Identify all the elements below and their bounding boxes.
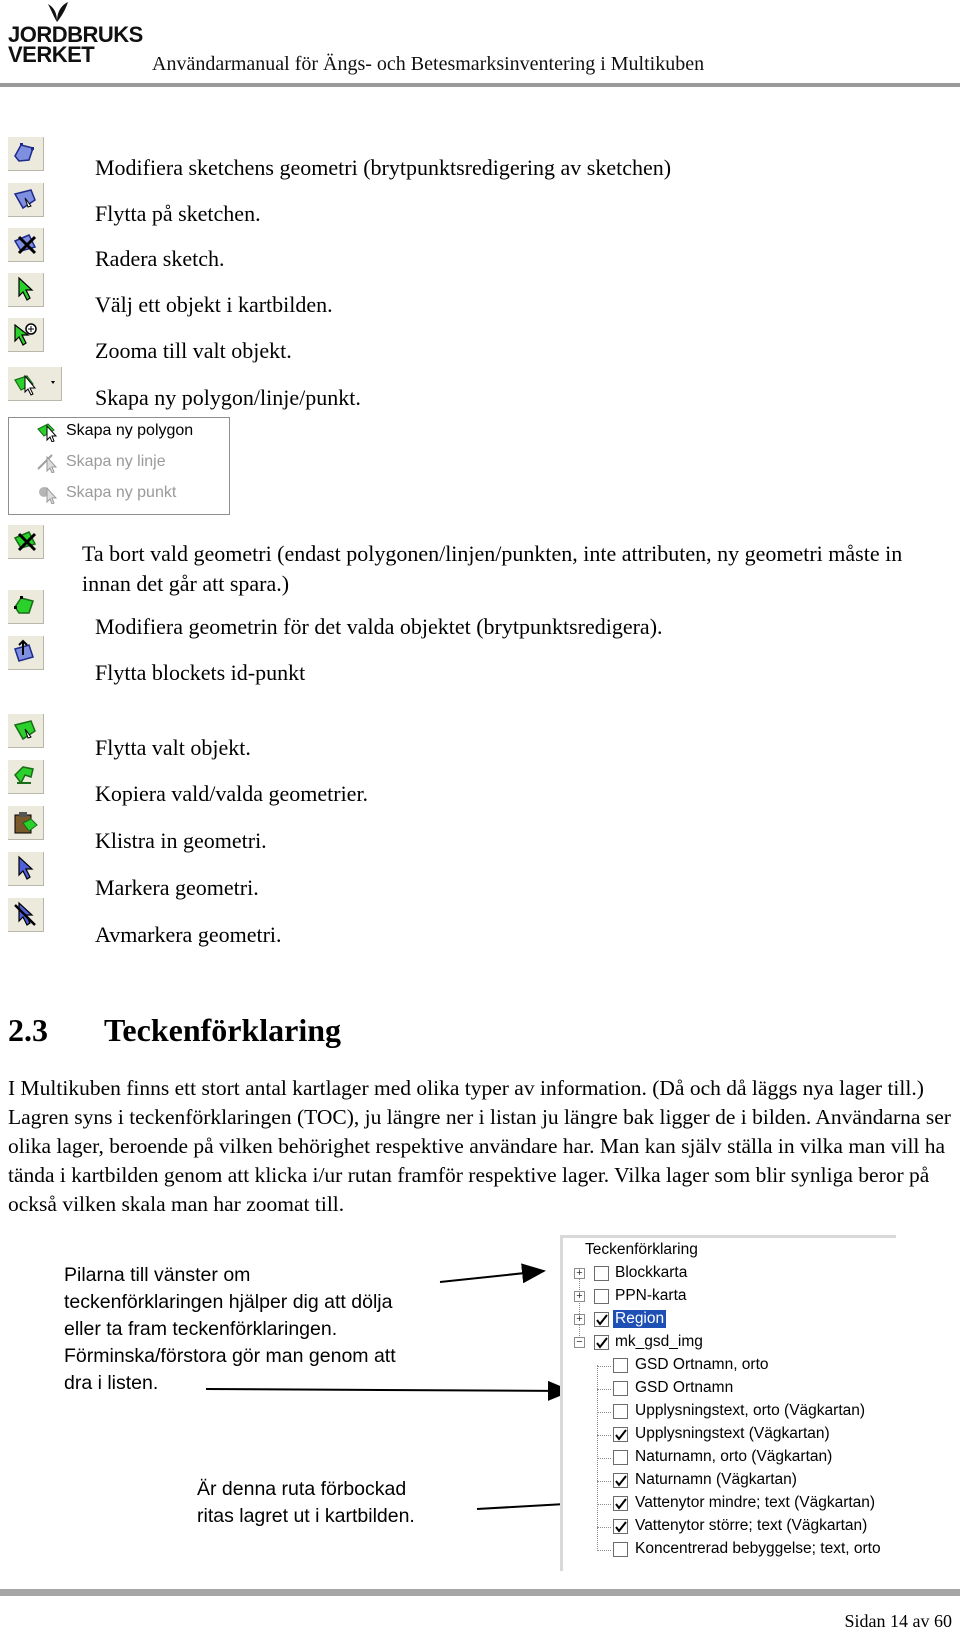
note-line: teckenförklaringen hjälper dig att dölja: [64, 1291, 393, 1313]
tool-text: Radera sketch.: [95, 246, 225, 271]
layer-checkbox[interactable]: [594, 1335, 609, 1350]
toc-panel: [560, 1235, 896, 1571]
layer-name: Upplysningstext (Vägkartan): [635, 1425, 830, 1442]
layer-checkbox[interactable]: [613, 1358, 628, 1373]
layer-name: GSD Ortnamn, orto: [635, 1356, 769, 1373]
layer-name: Vattenytor mindre; text (Vägkartan): [635, 1494, 876, 1511]
layer-checkbox[interactable]: [613, 1542, 628, 1557]
layer-checkbox[interactable]: [594, 1266, 609, 1281]
menu-item-label: Skapa ny polygon: [66, 422, 194, 439]
layer-checkbox[interactable]: [613, 1404, 628, 1419]
toc-sublayer-row: [599, 1539, 896, 1562]
tool-text: Skapa ny polygon/linje/punkt.: [95, 385, 361, 410]
arrow-to-toc-toggle: [440, 1271, 544, 1282]
layer-name: Naturnamn (Vägkartan): [635, 1471, 797, 1488]
section-number: 2.3: [8, 1012, 48, 1048]
note-line: dra i listen.: [64, 1372, 159, 1394]
layer-name: Upplysningstext, orto (Vägkartan): [635, 1402, 866, 1419]
toc-sublayer-row: [599, 1378, 896, 1401]
layer-name: Naturnamn, orto (Vägkartan): [635, 1448, 833, 1465]
document-title: Användarmanual för Ängs- och Betesmarksinventering i Multikuben: [152, 53, 705, 75]
toc-title: Teckenförklaring: [585, 1241, 698, 1258]
tool-text: Flytta valt objekt.: [95, 735, 251, 760]
check-icon: [615, 1429, 627, 1441]
note-line: Förminska/förstora gör man genom att: [64, 1345, 396, 1367]
menu-item-label: Skapa ny punkt: [66, 484, 177, 501]
layer-checkbox[interactable]: [613, 1450, 628, 1465]
expand-icon[interactable]: +: [574, 1268, 585, 1279]
delete-geometry-text: Ta bort vald geometri (endast polygonen/linjen/punkten, inte attributen, ny geometri måste in innan det går att spara.): [82, 541, 903, 596]
menu-item-label: Skapa ny linje: [66, 453, 166, 470]
note-line: Är denna ruta förbockad: [197, 1478, 407, 1500]
toc-layer-row: [574, 1263, 894, 1286]
section-title: Teckenförklaring: [104, 1012, 342, 1048]
expand-icon[interactable]: +: [574, 1314, 585, 1325]
toc-sublayer-row: [599, 1447, 896, 1470]
tool-text: Markera geometri.: [95, 875, 259, 900]
toc-layer-row: [574, 1332, 894, 1355]
layer-checkbox[interactable]: [613, 1427, 628, 1442]
layer-name: PPN-karta: [615, 1287, 687, 1304]
note-line: ritas lagret ut i kartbilden.: [197, 1505, 415, 1527]
tool-text: Avmarkera geometri.: [95, 922, 282, 947]
toc-sublayer-row: [599, 1424, 896, 1447]
layer-name: Vattenytor större; text (Vägkartan): [635, 1517, 868, 1534]
toc-sublayer-row: [599, 1470, 896, 1493]
tool-text: Kopiera vald/valda geometrier.: [95, 781, 369, 806]
tool-text: Zooma till valt objekt.: [95, 338, 292, 363]
tool-text: Klistra in geometri.: [95, 828, 267, 853]
tool-text: Flytta på sketchen.: [95, 201, 261, 226]
note-line: eller ta fram teckenförklaringen.: [64, 1318, 338, 1340]
layer-checkbox[interactable]: [594, 1312, 609, 1327]
layer-checkbox[interactable]: [613, 1496, 628, 1511]
check-icon: [596, 1314, 608, 1326]
toc-sublayer-row: [599, 1401, 896, 1424]
tool-text: Välj ett objekt i kartbilden.: [95, 292, 333, 317]
layer-checkbox[interactable]: [613, 1473, 628, 1488]
expand-icon[interactable]: +: [574, 1291, 585, 1302]
layer-checkbox[interactable]: [594, 1289, 609, 1304]
layer-name: GSD Ortnamn: [635, 1379, 734, 1396]
toc-sublayer-row: [599, 1355, 896, 1378]
tool-text: Modifiera geometrin för det valda objektet (brytpunktsredigera).: [95, 614, 663, 639]
layer-name: mk_gsd_img: [615, 1333, 703, 1350]
footer-divider: [0, 1589, 960, 1596]
section-body: I Multikuben finns ett stort antal kartlager med olika typer av information. (Då och då läggs nya lager till.) Lagren syns i teckenförklaringen (TOC), ju längre ner i listan ju längre bak ligger de i bilden. Användarna ser olika lager, beroende på vilken behörighet respektive användare har. Man kan själv ställa in vilka man vill ha tända i kartbilden genom att klicka i/ur rutan framför respektive lager. Vilka lager som blir synliga beror på också vilken skala man har zoomat till.: [8, 1076, 951, 1216]
toc-sublayer-row: [599, 1493, 896, 1516]
layer-name: Region: [615, 1310, 665, 1327]
check-icon: [596, 1337, 608, 1349]
logo-line2: VERKET: [8, 42, 95, 67]
note-line: Pilarna till vänster om: [64, 1264, 251, 1286]
layer-checkbox[interactable]: [613, 1381, 628, 1396]
check-icon: [615, 1498, 627, 1510]
toc-layer-row: [574, 1309, 894, 1332]
check-icon: [615, 1521, 627, 1533]
check-icon: [615, 1475, 627, 1487]
layer-checkbox[interactable]: [613, 1519, 628, 1534]
tool-text: Modifiera sketchens geometri (brytpunktsredigering av sketchen): [95, 155, 672, 180]
layer-name: Blockkarta: [615, 1264, 688, 1281]
layer-name: Koncentrerad bebyggelse; text, orto: [635, 1540, 881, 1557]
logo-line1: JORDBRUKS: [8, 22, 143, 47]
collapse-icon[interactable]: −: [574, 1337, 585, 1348]
toc-layer-row: [574, 1286, 894, 1309]
toc-sublayer-row: [599, 1516, 896, 1539]
tool-text: Flytta blockets id-punkt: [95, 660, 306, 685]
arrow-to-toc-edge: [206, 1389, 570, 1391]
page-number: Sidan 14 av 60: [844, 1611, 952, 1631]
